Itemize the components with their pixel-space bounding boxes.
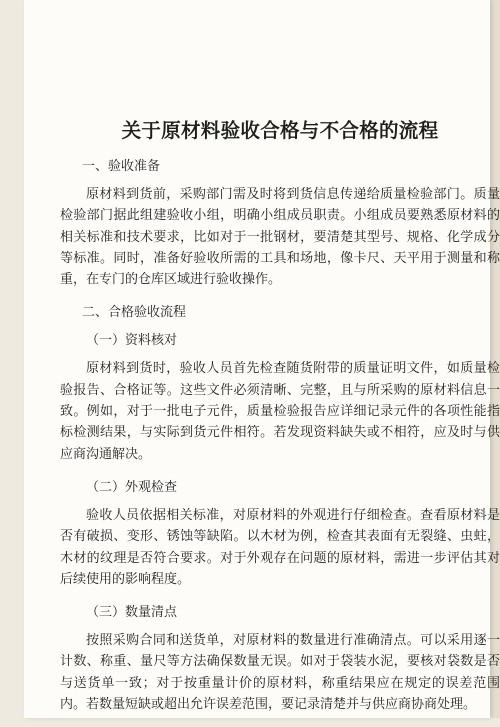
subsection-heading-document-check: （一）资料核对 [86, 333, 178, 349]
subsection-paragraph-quantity-count: 按照采购合同和送货单，对原材料的数量进行准确清点。可以采用逐一计数、称重、量尺等方法确保数量无误。如对于袋装水泥，要核对袋数是否与送货单一致；对于按重量计价的原材料，称重结果应在规定的误差范围内。若数量短缺或超出允许误差范围，要记录清楚并与供应商协商处理。 [60, 633, 500, 713]
section-paragraph-preparation: 原材料到货前，采购部门需及时将到货信息传递给质量检验部门。质量检验部门据此组建验收小组，明确小组成员职责。小组成员要熟悉原材料的相关标准和技术要求，比如对于一批钢材，要清楚其型号、规格、化学成分等标准。同时，准备好验收所需的工具和场地，像卡尺、天平用于测量和称重，在专门的仓库区域进行验收操作。 [60, 187, 500, 288]
document-content [60, 118, 500, 727]
subsection-paragraph-appearance-check: 验收人员依据相关标准，对原材料的外观进行仔细检查。查看原材料是否有破损、变形、锈蚀等缺陷。以木材为例，检查其表面有无裂缝、虫蛀，木材的纹理是否符合要求。对于外观存在问题的原材料，需进一步评估其对后续使用的影响程度。 [60, 507, 500, 587]
section-heading-qualified-process: 二、合格验收流程 [82, 305, 187, 321]
subsection-paragraph-document-check: 原材料到货时，验收人员首先检查随货附带的质量证明文件，如质量检验报告、合格证等。这些文件必须清晰、完整，且与所采购的原材料信息一致。例如，对于一批电子元件，质量检验报告应详细记录元件的各项性能指标检测结果，与实际到货元件相符。若发现资料缺失或不相符，应及时与供应商沟通解决。 [60, 361, 500, 462]
document-page [24, 0, 500, 718]
subsection-heading-appearance-check: （二）外观检查 [86, 479, 178, 495]
section-heading-preparation: 一、验收准备 [82, 159, 161, 174]
subsection-heading-quantity-count: （三）数量清点 [86, 605, 178, 621]
document-title: 关于原材料验收合格与不合格的流程 [121, 119, 439, 142]
